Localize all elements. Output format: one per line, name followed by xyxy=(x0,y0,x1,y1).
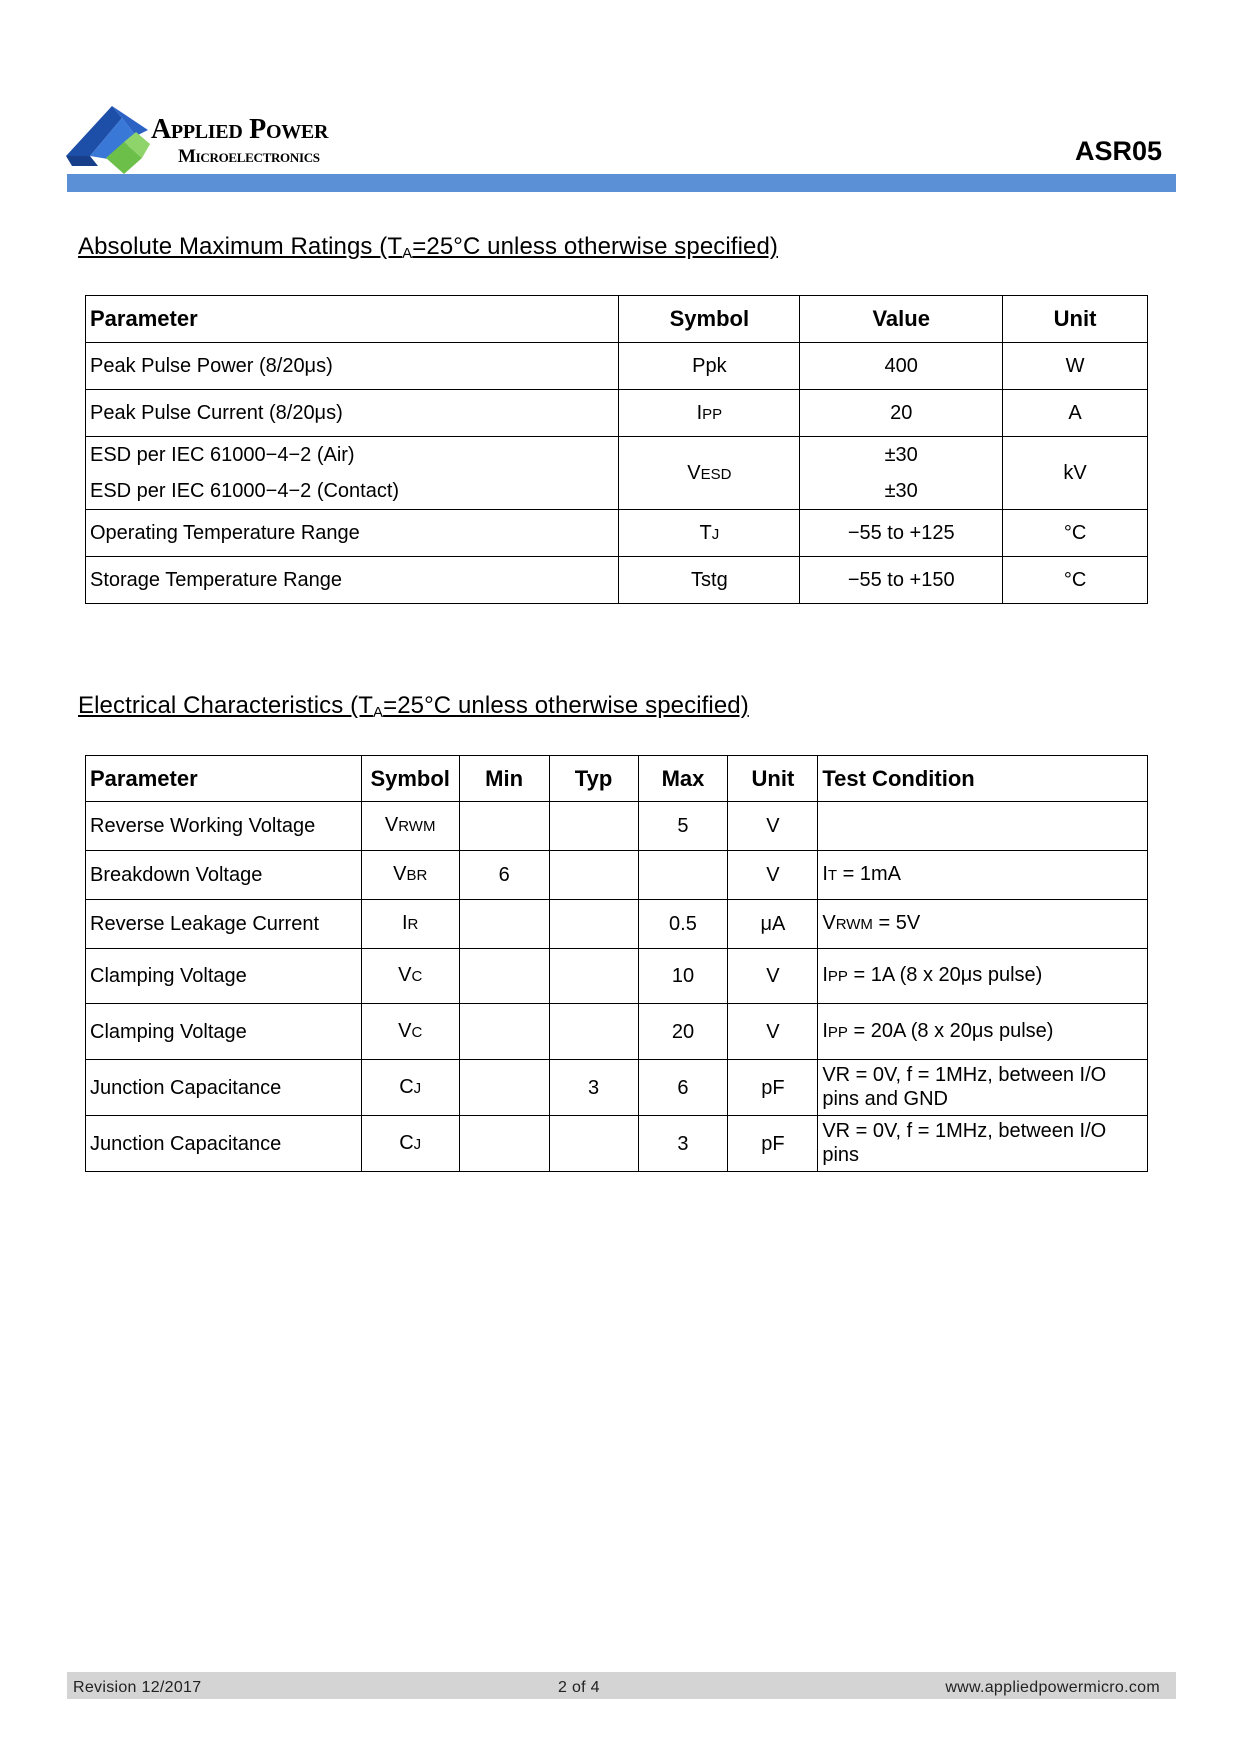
symbol-subscript: C xyxy=(411,1023,423,1041)
unit-cell: kV xyxy=(1003,437,1148,510)
param-cell xyxy=(86,437,619,510)
col-header: Max xyxy=(638,756,728,802)
param-cell: Storage Temperature Range xyxy=(86,557,619,604)
max-cell: 6 xyxy=(638,1060,728,1116)
symbol-text: V xyxy=(398,964,412,986)
symbol-cell xyxy=(361,802,459,851)
symbol-cell xyxy=(361,1116,459,1172)
table-row xyxy=(86,900,1148,949)
unit-cell: V xyxy=(728,949,818,1004)
symbol-text: T xyxy=(699,521,712,544)
typ-cell xyxy=(549,949,638,1004)
max-cell: 0.5 xyxy=(638,900,728,949)
typ-cell xyxy=(549,900,638,949)
footer-url: www.appliedpowermicro.com xyxy=(945,1679,1160,1696)
symbol-subscript: ESD xyxy=(700,465,732,483)
table-row xyxy=(86,343,1148,390)
typ-cell xyxy=(549,1116,638,1172)
condition-subscript: PP xyxy=(827,968,848,985)
table-row xyxy=(86,851,1148,900)
unit-cell: °C xyxy=(1003,510,1148,557)
symbol-text: V xyxy=(687,461,701,484)
col-header: Unit xyxy=(728,756,818,802)
table-header-row xyxy=(86,296,1148,343)
param-cell: Junction Capacitance xyxy=(86,1116,362,1172)
symbol-cell xyxy=(361,851,459,900)
condition-text: V xyxy=(822,912,836,934)
unit-cell: V xyxy=(728,802,818,851)
ec-title-sub: A xyxy=(372,704,384,721)
symbol-cell xyxy=(361,1060,459,1116)
table-row xyxy=(86,802,1148,851)
condition-subscript: T xyxy=(827,867,838,884)
symbol-subscript: BR xyxy=(406,867,428,884)
symbol-cell xyxy=(619,343,800,390)
max-cell xyxy=(638,851,728,900)
condition-cell xyxy=(818,949,1148,1004)
table-row xyxy=(86,949,1148,1004)
symbol-cell xyxy=(619,557,800,604)
unit-cell: A xyxy=(1003,390,1148,437)
max-cell: 3 xyxy=(638,1116,728,1172)
condition-subscript: PP xyxy=(827,1023,848,1041)
amr-title-post: =25°C unless otherwise specified) xyxy=(412,233,778,260)
amr-title xyxy=(78,233,778,262)
unit-cell: pF xyxy=(728,1116,818,1172)
logo-line2: Microelectronics xyxy=(178,146,320,167)
table-header-row xyxy=(86,756,1148,802)
table-row xyxy=(86,510,1148,557)
col-header: Parameter xyxy=(86,296,619,343)
param-cell: Operating Temperature Range xyxy=(86,510,619,557)
symbol-text: Ppk xyxy=(692,354,727,377)
footer-revision: Revision 12/2017 xyxy=(73,1679,202,1696)
esd-param-contact: ESD per IEC 61000−4−2 (Contact) xyxy=(90,480,400,502)
value-cell: −55 to +125 xyxy=(800,510,1003,557)
ec-title-post: =25°C unless otherwise specified) xyxy=(383,692,749,719)
condition-cell xyxy=(818,851,1148,900)
symbol-subscript: J xyxy=(711,525,720,543)
unit-cell: W xyxy=(1003,343,1148,390)
condition-text-post: = 5V xyxy=(872,912,921,934)
table-row xyxy=(86,390,1148,437)
max-cell: 10 xyxy=(638,949,728,1004)
condition-text: I xyxy=(822,964,828,986)
symbol-text: V xyxy=(393,863,407,885)
min-cell xyxy=(459,802,549,851)
unit-cell: V xyxy=(728,1004,818,1060)
symbol-cell xyxy=(619,390,800,437)
absolute-max-ratings-table xyxy=(85,295,1148,604)
min-cell xyxy=(459,1116,549,1172)
value-cell: 400 xyxy=(800,343,1003,390)
esd-param-air: ESD per IEC 61000−4−2 (Air) xyxy=(90,444,355,466)
condition-cell xyxy=(818,802,1148,851)
symbol-cell xyxy=(361,1004,459,1060)
min-cell xyxy=(459,1060,549,1116)
symbol-text: Tstg xyxy=(691,568,728,591)
electrical-characteristics-table xyxy=(85,755,1148,1172)
param-cell: Peak Pulse Power (8/20μs) xyxy=(86,343,619,390)
unit-cell: V xyxy=(728,851,818,900)
ec-title xyxy=(78,692,749,721)
typ-cell xyxy=(549,851,638,900)
table-row xyxy=(86,1004,1148,1060)
col-header: Symbol xyxy=(361,756,459,802)
ec-title-pre: Electrical Characteristics (T xyxy=(78,692,373,719)
symbol-cell xyxy=(361,949,459,1004)
table-row xyxy=(86,1060,1148,1116)
min-cell xyxy=(459,949,549,1004)
symbol-text: V xyxy=(398,1019,412,1042)
min-cell: 6 xyxy=(459,851,549,900)
symbol-text: I xyxy=(401,912,408,934)
symbol-cell xyxy=(619,437,800,510)
part-number: ASR05 xyxy=(1074,136,1162,166)
param-cell: Breakdown Voltage xyxy=(86,851,362,900)
col-header: Typ xyxy=(549,756,638,802)
condition-text-post: = 1mA xyxy=(837,863,901,885)
col-header: Symbol xyxy=(619,296,800,343)
symbol-cell xyxy=(619,510,800,557)
condition-cell xyxy=(818,1004,1148,1060)
header-bar xyxy=(67,174,1176,192)
symbol-subscript: J xyxy=(413,1135,422,1153)
table-row xyxy=(86,1116,1148,1172)
symbol-subscript: C xyxy=(411,968,423,985)
unit-cell: °C xyxy=(1003,557,1148,604)
symbol-text: V xyxy=(384,814,399,836)
condition-cell xyxy=(818,900,1148,949)
condition-text: I xyxy=(822,1019,828,1042)
condition-subscript: RWM xyxy=(835,916,873,933)
symbol-subscript: J xyxy=(413,1079,422,1097)
condition-text: I xyxy=(822,863,828,885)
value-cell: −55 to +150 xyxy=(800,557,1003,604)
condition-cell xyxy=(818,1116,1148,1172)
max-cell: 5 xyxy=(638,802,728,851)
condition-text: VR = 0V, f = 1MHz, between I/O pins xyxy=(822,1119,1107,1166)
symbol-cell xyxy=(361,900,459,949)
unit-cell: μA xyxy=(728,900,818,949)
min-cell xyxy=(459,900,549,949)
col-header: Unit xyxy=(1003,296,1148,343)
symbol-text: I xyxy=(696,401,703,424)
value-cell: 20 xyxy=(800,390,1003,437)
col-header: Parameter xyxy=(86,756,362,802)
amr-title-pre: Absolute Maximum Ratings (T xyxy=(78,233,403,260)
table-row xyxy=(86,557,1148,604)
amr-title-sub: A xyxy=(402,245,413,262)
symbol-subscript: R xyxy=(407,916,419,933)
esd-value-air: ±30 xyxy=(884,444,918,466)
param-cell: Reverse Working Voltage xyxy=(86,802,362,851)
condition-text: VR = 0V, f = 1MHz, between I/O pins and GND xyxy=(822,1063,1107,1110)
max-cell: 20 xyxy=(638,1004,728,1060)
col-header: Value xyxy=(800,296,1003,343)
col-header: Min xyxy=(459,756,549,802)
symbol-text: C xyxy=(399,1131,414,1154)
min-cell xyxy=(459,1004,549,1060)
typ-cell: 3 xyxy=(549,1060,638,1116)
param-cell: Peak Pulse Current (8/20μs) xyxy=(86,390,619,437)
condition-text-post: = 20A (8 x 20μs pulse) xyxy=(847,1019,1054,1042)
symbol-subscript: RWM xyxy=(398,818,436,835)
param-cell: Reverse Leakage Current xyxy=(86,900,362,949)
symbol-subscript: PP xyxy=(702,405,723,423)
esd-value-contact: ±30 xyxy=(884,480,918,502)
symbol-text: C xyxy=(399,1075,414,1098)
unit-cell: pF xyxy=(728,1060,818,1116)
typ-cell xyxy=(549,1004,638,1060)
col-header: Test Condition xyxy=(818,756,1148,802)
footer-page-number: 2 of 4 xyxy=(558,1679,600,1696)
param-cell: Clamping Voltage xyxy=(86,949,362,1004)
param-cell: Clamping Voltage xyxy=(86,1004,362,1060)
param-cell: Junction Capacitance xyxy=(86,1060,362,1116)
condition-text-post: = 1A (8 x 20μs pulse) xyxy=(847,964,1043,986)
typ-cell xyxy=(549,802,638,851)
logo-line1: Applied Power xyxy=(151,114,329,145)
company-logo xyxy=(66,100,356,176)
condition-cell xyxy=(818,1060,1148,1116)
table-row xyxy=(86,437,1148,510)
value-cell xyxy=(800,437,1003,510)
